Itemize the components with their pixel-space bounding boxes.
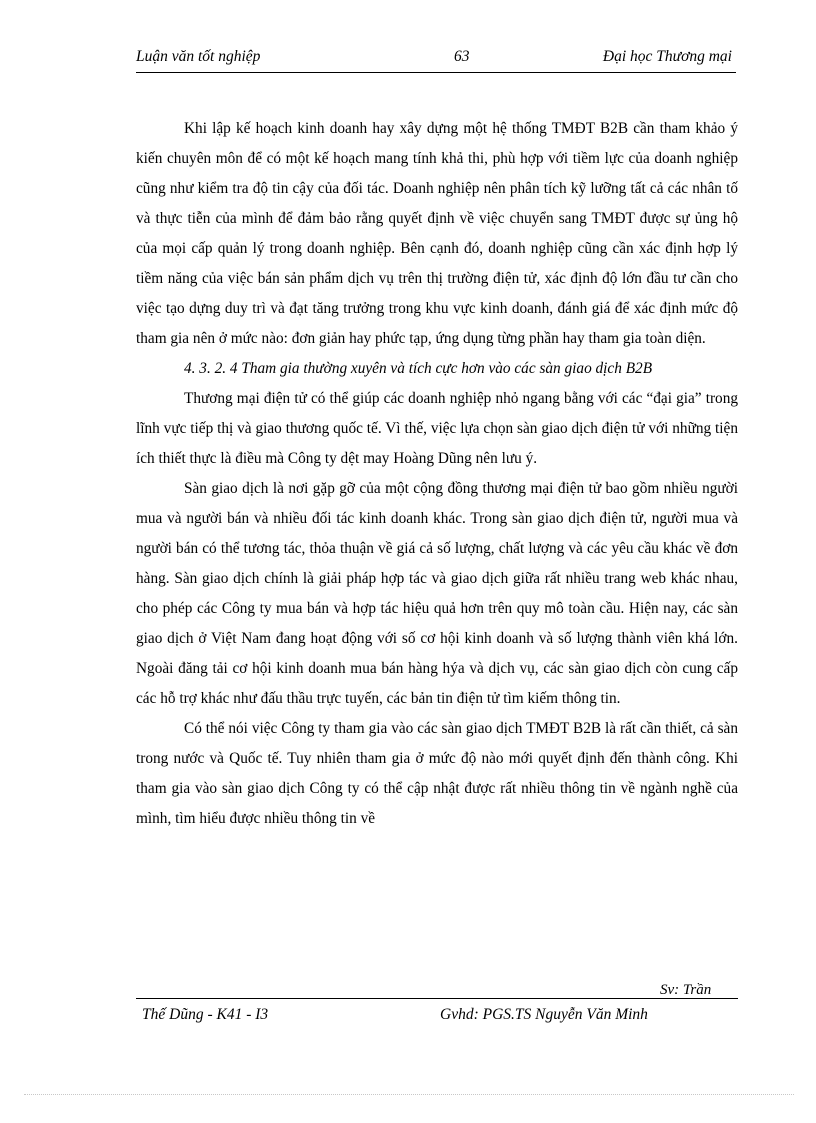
footer-divider: [136, 998, 738, 999]
document-body: [136, 114, 738, 834]
paragraph-joining-b2b: Có thể nói việc Công ty tham gia vào các sàn giao dịch TMĐT B2B là rất cần thiết, cả sàn trong nước và Quốc tế. Tuy nhiên tham gia ở mức độ nào mới quyết định đến thành công. Khi tham gia vào sàn giao dịch Công ty có thể cập nhật được rất nhiều thông tin về ngành nghề của mình, tìm hiểu được nhiều thông tin về: [136, 720, 738, 827]
header-thesis-label: Luận văn tốt nghiệp: [136, 48, 261, 65]
header-page-number: 63: [454, 48, 470, 65]
page-header: [136, 44, 736, 73]
footer-student-prefix: Sv: Trần: [660, 982, 712, 998]
paragraph-business-plan: Khi lập kế hoạch kinh doanh hay xây dựng một hệ thống TMĐT B2B cần tham khảo ý kiến chuyên môn để có một kế hoạch mang tính khả thi, phù hợp với tiềm lực của doanh nghiệp cũng như kiểm tra độ tin cậy của đối tác. Doanh nghiệp nên phân tích kỹ lưỡng tất cả các nhân tố và thực tiễn của mình để đảm bảo rằng quyết định về việc chuyển sang TMĐT được sự ủng hộ của mọi cấp quản lý trong doanh nghiệp. Bên cạnh đó, doanh nghiệp cũng cần xác định hợp lý tiềm năng của việc bán sản phẩm dịch vụ trên thị trường điện tử, xác định độ lớn đầu tư cần cho việc tạo dựng duy trì và đạt tăng trưởng trong khu vực kinh doanh, đánh giá để xác định mức độ tham gia nên ở mức nào: đơn giản hay phức tạp, ứng dụng từng phần hay tham gia toàn diện.: [136, 120, 738, 347]
paragraph-ecommerce-smes: Thương mại điện tử có thể giúp các doanh nghiệp nhỏ ngang bằng với các “đại gia” trong lĩnh vực tiếp thị và giao thương quốc tế. Vì thế, việc lựa chọn sàn giao dịch điện tử với những tiện ích thiết thực là điều mà Công ty dệt may Hoàng Dũng nên lưu ý.: [136, 390, 738, 467]
section-heading-4-3-2-4: 4. 3. 2. 4 Tham gia thường xuyên và tích cực hơn vào các sàn giao dịch B2B: [184, 360, 653, 377]
paragraph-exchange-definition: Sàn giao dịch là nơi gặp gỡ của một cộng đồng thương mại điện tử bao gồm nhiều người mua và người bán và nhiều đối tác kinh doanh khác. Trong sàn giao dịch điện tử, người mua và người bán có thể tương tác, thỏa thuận về giá cả số lượng, chất lượng và các yêu cầu khác về đơn hàng. Sàn giao dịch chính là giải pháp hợp tác và giao dịch giữa rất nhiều trang web khác nhau, cho phép các Công ty mua bán và hợp tác hiệu quả hơn trên quy mô toàn cầu. Hiện nay, các sàn giao dịch ở Việt Nam đang hoạt động với số cơ hội kinh doanh và số lượng thành viên khá lớn. Ngoài đăng tải cơ hội kinh doanh mua bán hàng hýa và dịch vụ, các sàn giao dịch còn cung cấp các hỗ trợ khác như đấu thầu trực tuyến, các bản tin điện tử tìm kiếm thông tin.: [136, 480, 738, 707]
page-edge-divider: [24, 1094, 794, 1095]
footer-supervisor: Gvhd: PGS.TS Nguyễn Văn Minh: [440, 1006, 648, 1023]
footer-student-name: Thế Dũng - K41 - I3: [142, 1006, 269, 1023]
header-university: Đại học Thương mại: [602, 48, 732, 65]
